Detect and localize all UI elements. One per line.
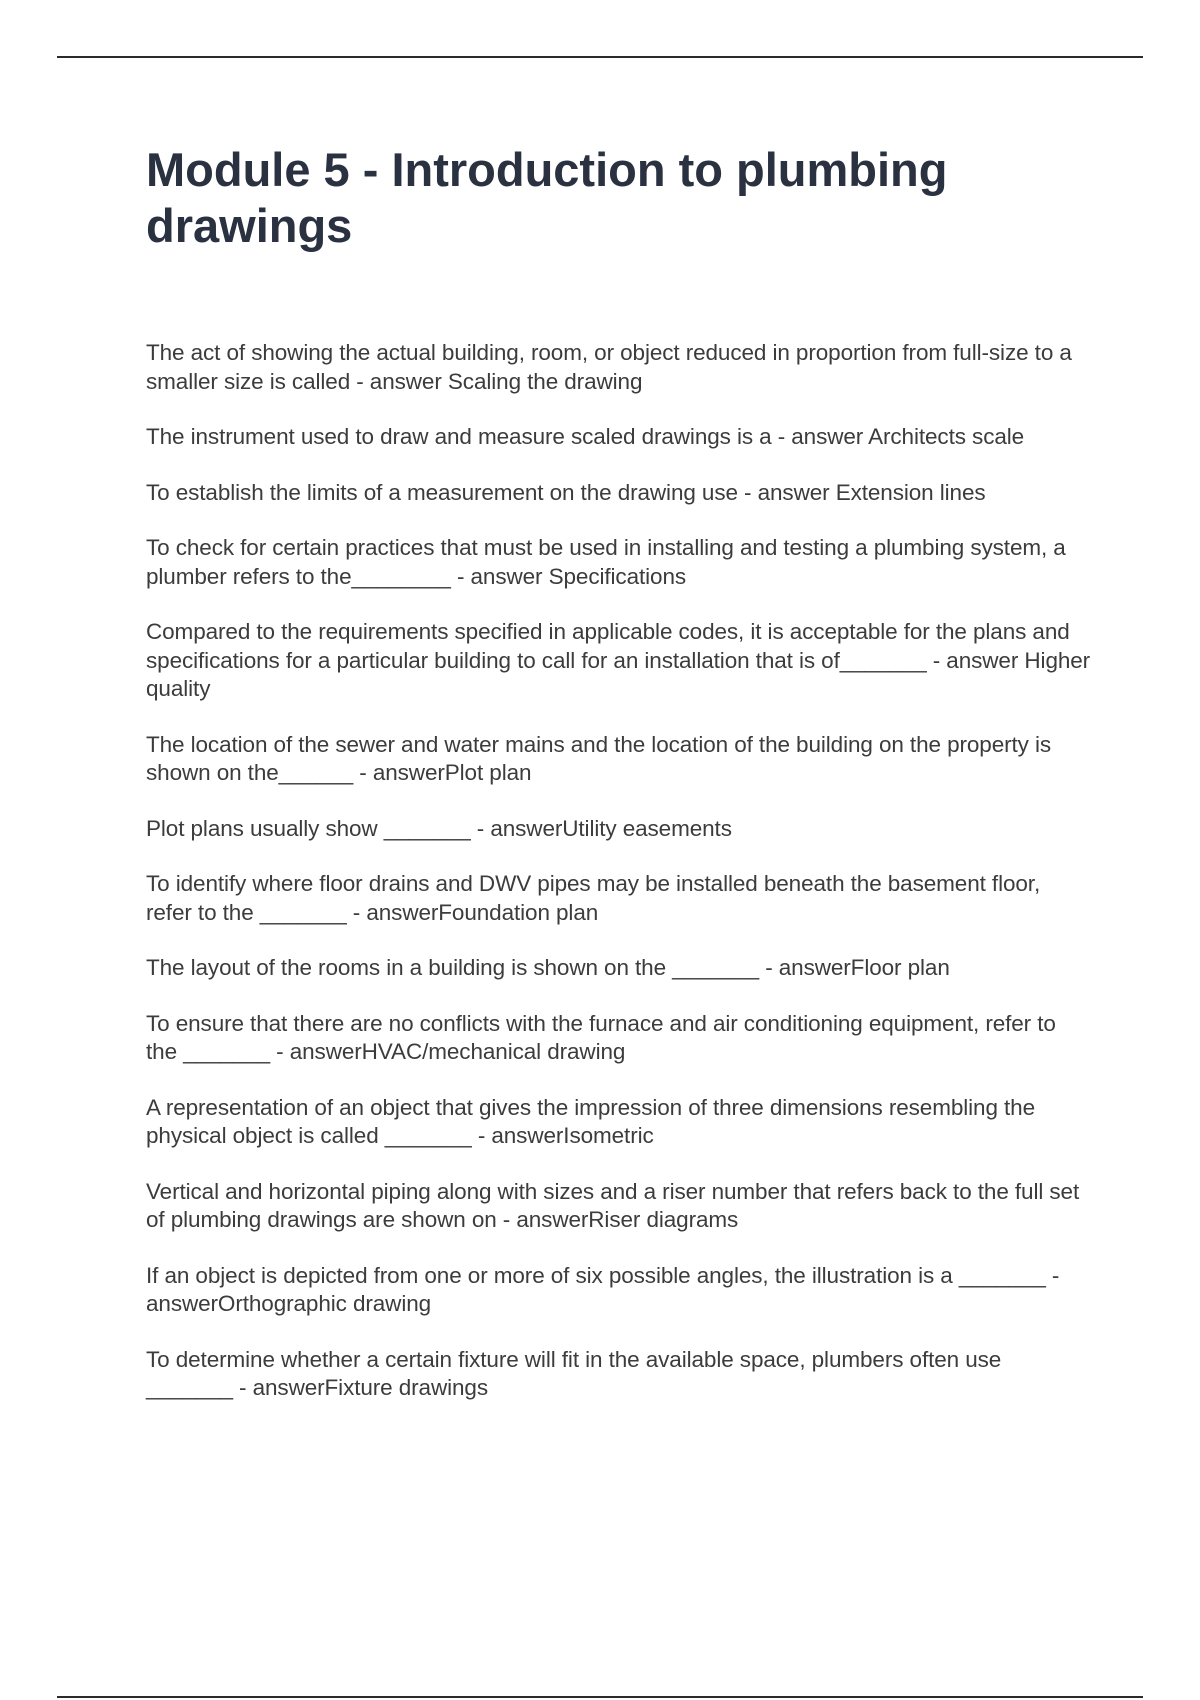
bottom-rule: [57, 1696, 1143, 1698]
qa-item-10: To ensure that there are no conflicts with the furnace and air conditioning equipment, refer to the _______ - answerHVAC/mechanical drawing: [146, 1010, 1056, 1064]
qa-item-1: The act of showing the actual building, room, or object reduced in proportion from full-size to a smaller size is called - answer Scaling the drawing: [146, 340, 1072, 394]
qa-item-6: The location of the sewer and water mains and the location of the building on the property is shown on the______ - answerPlot plan: [146, 731, 1052, 785]
qa-item-13: If an object is depicted from one or more of six possible angles, the illustration is a _______ - answerOrthographic drawing: [146, 1262, 1060, 1316]
qa-item-7: Plot plans usually show _______ - answerUtility easements: [146, 815, 732, 841]
qa-item-11: A representation of an object that gives the impression of three dimensions resembling the physical object is called _______ - answerIsometric: [146, 1094, 1036, 1148]
page-title: Module 5 - Introduction to plumbing drawings: [146, 143, 948, 252]
top-rule: [57, 56, 1143, 58]
qa-item-3: To establish the limits of a measurement on the drawing use - answer Extension lines: [146, 479, 986, 505]
qa-item-14: To determine whether a certain fixture will fit in the available space, plumbers often use _______ - answerFixture drawings: [146, 1346, 1002, 1400]
qa-item-9: The layout of the rooms in a building is shown on the _______ - answerFloor plan: [146, 955, 950, 980]
qa-item-12: Vertical and horizontal piping along with sizes and a riser number that refers back to the full set of plumbing drawings are shown on - answerRiser diagrams: [146, 1178, 1080, 1232]
qa-item-2: The instrument used to draw and measure scaled drawings is a - answer Architects scale: [146, 424, 1025, 449]
qa-item-5: Compared to the requirements specified in applicable codes, it is acceptable for the plans and specifications for a particular building to call for an installation that is of_______ - answer Higher quality: [146, 619, 1091, 701]
qa-list: [146, 339, 1091, 1430]
qa-item-4: To check for certain practices that must be used in installing and testing a plumbing system, a plumber refers to the________ - answer Specifications: [146, 535, 1066, 589]
qa-item-8: To identify where floor drains and DWV pipes may be installed beneath the basement floor, refer to the _______ - answerFoundation plan: [146, 871, 1041, 925]
